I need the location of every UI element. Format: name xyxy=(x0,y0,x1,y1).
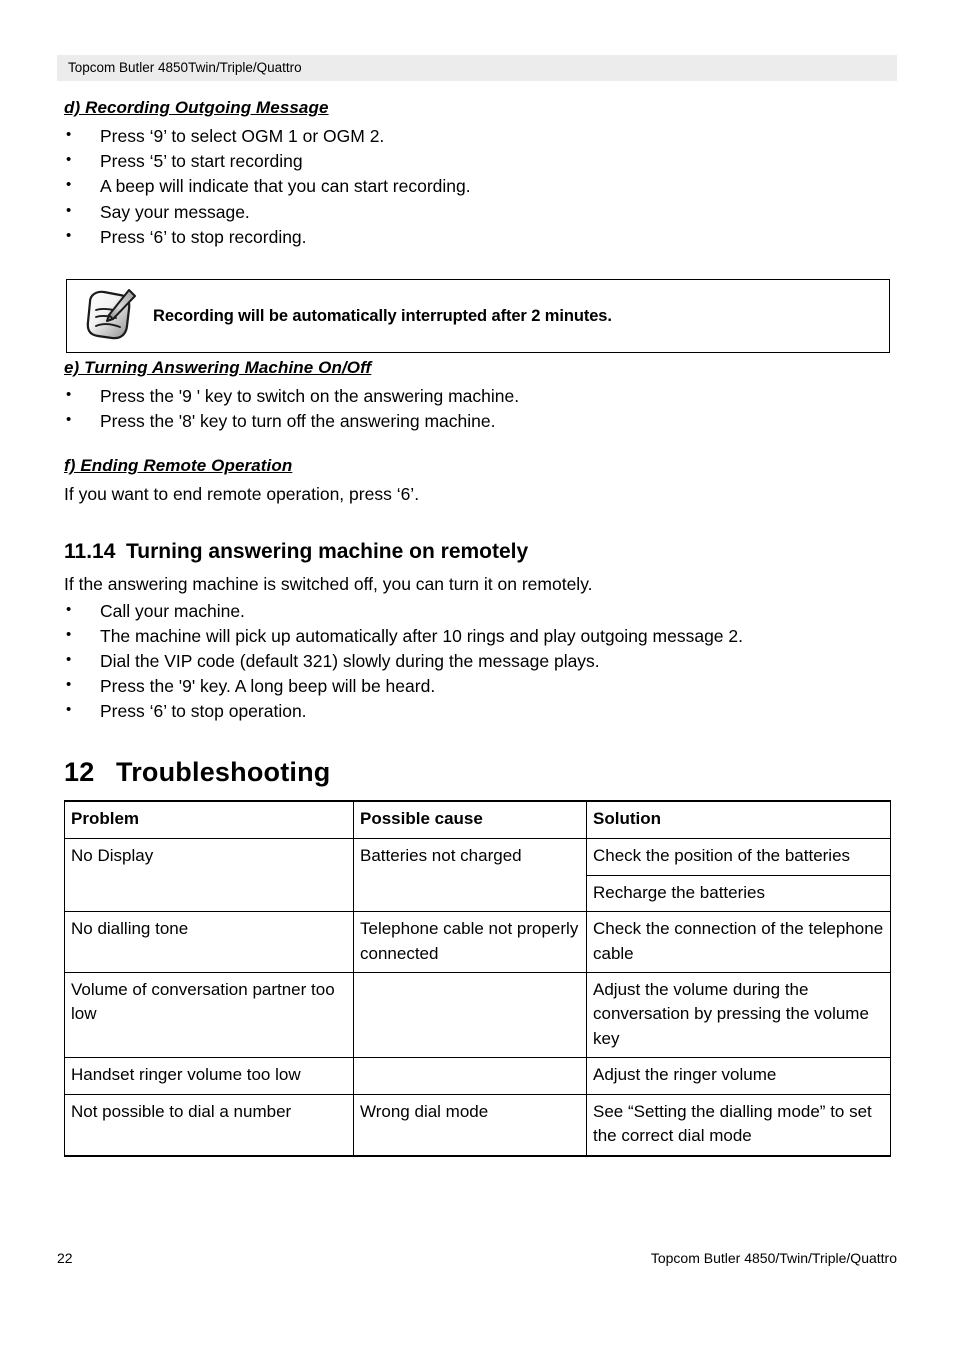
section-12-title: Troubleshooting xyxy=(116,756,331,787)
list-item: • Press the '9 ' key to switch on the answering machine. xyxy=(64,384,894,409)
running-header xyxy=(57,55,897,81)
note-pencil-icon xyxy=(77,288,141,344)
page-footer xyxy=(57,1250,897,1266)
cell-solution: See “Setting the dialling mode” to set the correct dial mode xyxy=(587,1094,891,1155)
section-d-heading: d) Recording Outgoing Message xyxy=(64,98,329,117)
cell-solution: Adjust the ringer volume xyxy=(587,1058,891,1094)
cell-cause xyxy=(354,1058,587,1094)
cell-solution: Check the connection of the telephone cable xyxy=(587,912,891,973)
list-item: • Press the '9' key. A long beep will be heard. xyxy=(64,674,894,699)
section-1114-number: 11.14 xyxy=(64,539,116,563)
footer-document-title: Topcom Butler 4850/Twin/Triple/Quattro xyxy=(650,1250,897,1266)
list-item: • Press ‘9’ to select OGM 1 or OGM 2. xyxy=(64,124,894,149)
section-d-bullet-list xyxy=(64,124,894,250)
cell-problem: Handset ringer volume too low xyxy=(65,1058,354,1094)
cell-problem: No Display xyxy=(65,839,354,912)
running-header-title: Topcom Butler 4850Twin/Triple/Quattro xyxy=(68,60,302,76)
table-row xyxy=(65,973,891,1058)
table-row xyxy=(65,1058,891,1094)
list-item: • Press ‘5’ to start recording xyxy=(64,149,894,174)
section-e-bullet-list xyxy=(64,384,894,434)
section-12-heading xyxy=(64,757,894,788)
column-header-problem: Problem xyxy=(65,801,354,839)
section-e-heading: e) Turning Answering Machine On/Off xyxy=(64,357,372,377)
cell-solution: Adjust the volume during the conversation by pressing the volume key xyxy=(587,973,891,1058)
note-box xyxy=(66,279,890,353)
section-1114-heading xyxy=(64,540,894,564)
table-row xyxy=(65,912,891,973)
cell-cause xyxy=(354,973,587,1058)
section-1114-bullet-list xyxy=(64,599,894,725)
table-header-row xyxy=(65,801,891,839)
cell-problem: No dialling tone xyxy=(65,912,354,973)
section-f-paragraph: If you want to end remote operation, press ‘6’. xyxy=(64,484,420,505)
section-12-number: 12 xyxy=(64,756,95,787)
list-item: • Say your message. xyxy=(64,200,894,225)
column-header-solution: Solution xyxy=(587,801,891,839)
section-f-heading: f) Ending Remote Operation xyxy=(64,456,293,476)
list-item: • Press ‘6’ to stop operation. xyxy=(64,699,894,724)
section-1114-intro: If the answering machine is switched off, you can turn it on remotely. xyxy=(64,573,593,594)
section-1114-title: Turning answering machine on remotely xyxy=(126,539,529,563)
list-item: • Press the '8' key to turn off the answering machine. xyxy=(64,409,894,434)
cell-solution: Recharge the batteries xyxy=(587,875,891,911)
list-item: • A beep will indicate that you can start recording. xyxy=(64,174,894,199)
note-text: Recording will be automatically interrupted after 2 minutes. xyxy=(153,306,612,325)
cell-cause: Batteries not charged xyxy=(354,839,587,912)
cell-solution: Check the position of the batteries xyxy=(587,839,891,875)
list-item: • Dial the VIP code (default 321) slowly during the message plays. xyxy=(64,649,894,674)
page-content xyxy=(64,98,894,1157)
footer-page-number: 22 xyxy=(57,1250,73,1266)
cell-problem: Not possible to dial a number xyxy=(65,1094,354,1155)
list-item: • The machine will pick up automatically after 10 rings and play outgoing message 2. xyxy=(64,624,894,649)
cell-cause: Wrong dial mode xyxy=(354,1094,587,1155)
cell-problem: Volume of conversation partner too low xyxy=(65,973,354,1058)
table-row xyxy=(65,1094,891,1155)
cell-cause: Telephone cable not properly connected xyxy=(354,912,587,973)
list-item: • Call your machine. xyxy=(64,599,894,624)
list-item: • Press ‘6’ to stop recording. xyxy=(64,225,894,250)
column-header-possible-cause: Possible cause xyxy=(354,801,587,839)
table-row xyxy=(65,839,891,875)
troubleshooting-table xyxy=(64,800,891,1157)
